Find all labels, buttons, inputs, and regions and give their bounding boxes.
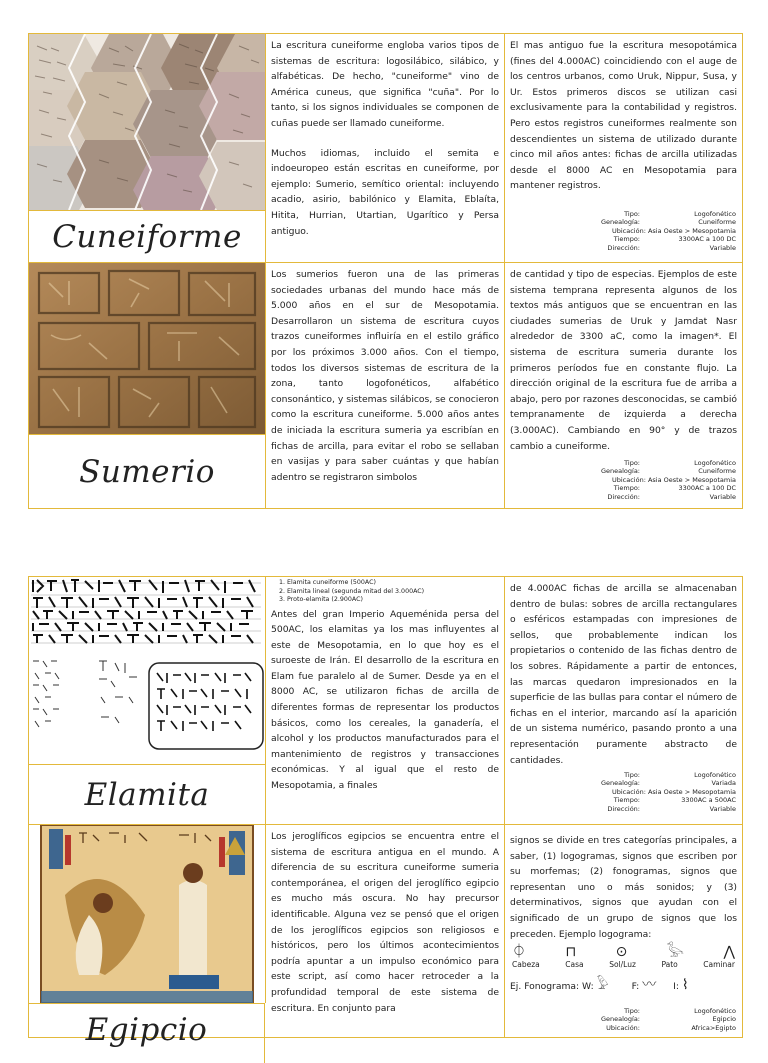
duck-glyph-icon: 𓅭 [666,944,685,961]
walk-glyph-icon: ⋀ [723,944,735,961]
glyph-label: Caminar [703,960,735,970]
elamite-script-image [29,577,266,764]
cuneiforme-history-text: El mas antiguo fue la escritura mesopotámica (fines del 4.000AC) coincidiendo con el auge de los centros urbanos, como Uruk, Nippur, Susa, y Ur. Estos primeros discos se utilizan casi exclusivamente para la contabilidad y registros. Pero estos registros cuneiformes realmente son descendientes un sistema de utilizado durante cinco mil años antes: fichas de arcilla utilizadas desde el 8000 AC en Mesopotamia para mantener registros. [510,40,737,192]
egipcio-description: Los jeroglíficos egipcios se encuentra entre el sistema de escritura antigua en el mundo. A diferencia de su escritura cuneiforme sumeria contemporánea, el origen del jeroglífico egipcio es mucho más oscura. No hay precursor identificable. Alguna vez se pensó que el origen de los jeroglíficos egipcios son religiosos e históricos, pero los últimos acontecimientos podría apuntar a un impulso económico para este script, así como hacer retroceder a la profundidad temporal de este sistema de escritura. En conjunto para [266,825,505,1037]
glyph-label: Pato [661,960,678,970]
row-egipcio [29,825,742,1048]
block-bottom [28,576,743,1048]
elamita-variants-list [287,579,499,605]
sumerio-history-text: de cantidad y tipo de especias. Ejemplos de este sistema temprana representa algunos de los textos más antiguos que se encuentran en las ciudades sumerias de Uruk y Jamdat Nasr alrededor de 3300 aC, como la imagen*. El sistema de escritura sumeria durante los primeros períodos fue en constante flujo. La dirección original de la escritura fue de arriba a abajo, pero por razones desconocidas, se cambió tempranamente de izquierda a derecha (3.000AC). Cambiando en 90° y de trazos cambio a cuneiforme. [510,269,737,452]
elamita-meta: Tipo: Logofonético Genealogía: Variada Ubicación: Asia Oeste > Mesopotamia Tiempo: 3300AC a 500AC Dirección: Variable [600,771,736,813]
list-item: 3. Proto-elamita (2.900AC) [287,596,499,605]
elamita-history [505,577,742,824]
block-top [28,33,743,509]
cuneiforme-meta: Tipo: Logofonético Genealogía: Cuneiforme Ubicación: Asia Oeste > Mesopotamia Tiempo: 3300AC a 100 DC Dirección: Variable [600,210,736,252]
elamita-history-text: de 4.000AC fichas de arcilla se almacenaban dentro de bulas: sobres de arcilla rectangulares o esféricos estampadas con impresiones de sellos, que probablemente indican los propietarios o contenido de las fichas dentro de los sobres. Rápidamente a partir de entonces, las marcas quedaron impresionados en la superficie de las bullas para contar el número de fichas en el interior, marcando así la aparición de un sistema numérico, pasando pronto a una representación puramente abstracto de cantidades. [510,583,737,766]
row-sumerio [29,263,742,508]
egipcio-history [505,825,742,1037]
script-name-egipcio: Egipcio [29,1003,265,1063]
script-name-elamita: Elamita [29,764,266,825]
cuneiforme-description [266,34,505,262]
sumerio-description: Los sumerios fueron una de las primeras sociedades urbanas del mundo hace más de 5.000 años en el sur de Mesopotamia. Desarrollaron un sistema de escritura cuyos trazos cuneiformes influiría en el estilo gráfico por los próximos 3.000 años. Con el tiempo, todos los diversos sistemas de escritura de la zona, tanto logofonéticos, alfabético consonántico, y sistemas silábicos, se conocieron como la escritura cuneiforme. 5.000 años antes de iniciada la escritura sumeria ya escribían en fichas de arcilla, para evitar el robo se sellaban en vasijas y para saber cuántas y que habían adentro se registraron simbolos [266,263,505,508]
cuneiforme-paragraph-1: La escritura cuneiforme engloba varios tipos de sistemas de escritura: logosilábico, silábico, y alfabéticas. De hecho, "cuneiforme" vino de América cuneus, que significa "cuña". Por lo tanto, si los signos individuales se componen de cuñas puede ser llamado cuneiforme. [271,40,499,129]
quail-glyph-icon: 𓅱 [596,977,609,994]
logogram-labels [510,960,737,970]
cuneiforme-history [505,34,742,262]
cuneiform-tablets-image [29,34,266,210]
glyph-label: Casa [565,960,584,970]
row-elamita [29,577,742,824]
reed-glyph-icon: ⌇ [681,977,689,994]
egyptian-painting-image [29,825,266,1003]
list-item: 1. Elamita cuneiforme (500AC) [287,579,499,588]
row-cuneiforme [29,34,742,262]
viper-glyph-icon: 〰 [642,977,657,994]
list-item: 2. Elamita lineal (segunda mitad del 3.000AC) [287,588,499,597]
sumerio-meta: Tipo: Logofonético Genealogía: Cuneiforme Ubicación: Asia Oeste > Mesopotamia Tiempo: 3300AC a 100 DC Dirección: Variable [600,459,736,501]
glyph-label: Cabeza [512,960,540,970]
house-glyph-icon: ⊓ [565,944,577,961]
egipcio-meta: Tipo: Logofonético Genealogía: Egipcio Ubicación: Africa>Egipto [600,1007,736,1032]
sumerian-tablet-image [29,263,266,434]
script-name-cuneiforme: Cuneiforme [29,210,266,263]
phonogram-example: Ej. Fonograma: W: 𓅱 F: 〰 I: ⌇ [510,977,689,994]
glyph-label: Sol/Luz [609,960,636,970]
sumerio-history [505,263,742,508]
cuneiforme-paragraph-2: Muchos idiomas, incluido el semita e indoeuropeo están escritas en cuneiforme, por ejemplo: Sumerio, semítico oriental: incluyendo acadio, asirio, babilónico y Elamita, Eblaíta, Hitita, Hurrian, Utartian, Ugarítico y Persa antiguo. [271,147,499,237]
elamita-description [266,577,505,824]
logogram-glyphs [510,944,737,960]
sun-glyph-icon: ⊙ [615,944,628,961]
head-glyph-icon: ⏀ [512,944,526,961]
script-name-sumerio: Sumerio [29,434,266,509]
egipcio-history-text: signos se divide en tres categorías principales, a saber, (1) logogramas, signos que escriben por su morfemas; (2) fonogramas, signos que representan uno o más sonidos; y (3) determinativos, signos que ayudan con el significado de un grupo de signos que los preceden. Ejemplo logograma: [510,835,737,940]
elamita-text: Antes del gran Imperio Aqueménida persa del 500AC, los elamitas ya los mas influyentes al este de Mesopotamia, en lo que hoy es el suroeste de Irán. El desarrollo de la escritura en Elam fue paralelo al de Sumer. Desde ya en el 8000 AC, se utilizaron fichas de arcilla de diferentes formas de representar los productos básicos, como los cereales, la ganadería, el alcohol y los productos manufacturados para el mantenimiento de registros y transacciones económicas. Y al igual que el resto de Mesopotamia, a finales [271,608,499,792]
